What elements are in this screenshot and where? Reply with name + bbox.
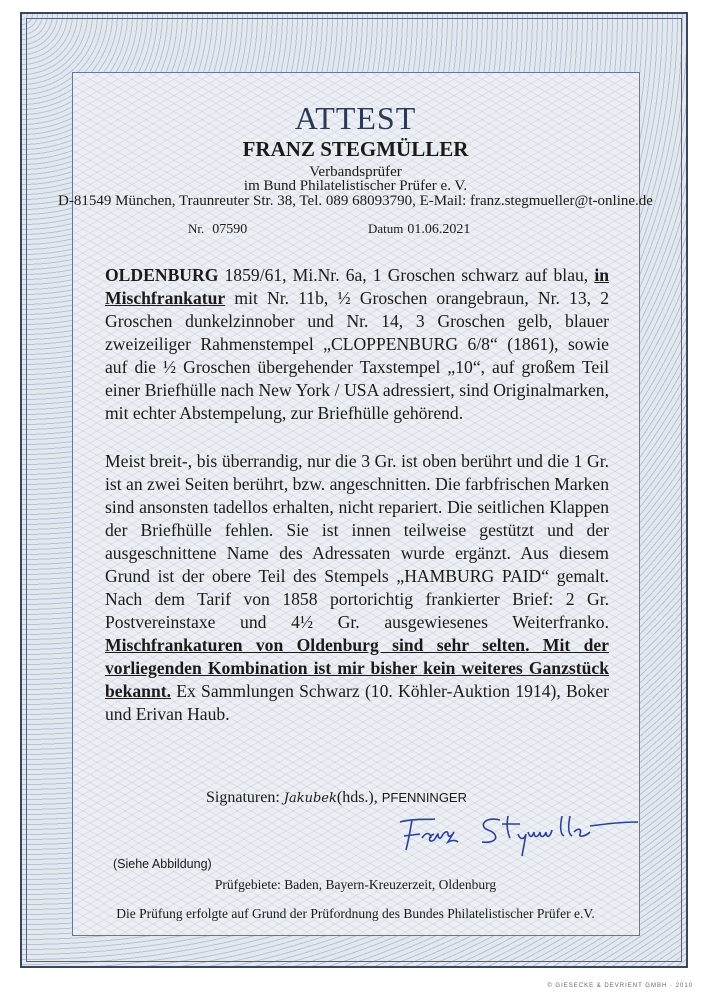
certificate-number — [188, 221, 247, 238]
condition-paragraph — [105, 450, 609, 726]
examination-rules-note: Die Prüfung erfolgte auf Grund der Prüfordnung des Bundes Philatelistischer Prüfer e.V. — [116, 906, 595, 921]
text-segment: Meist breit-, bis überrandig, nur die 3 Gr. ist oben berührt und die 1 Gr. ist an zwei Seiten berührt, bzw. angeschnitten. Die farbfrischen Marken sind ansonsten tadellos erhalten, nicht repariert. Die seitlichen Klappen der Briefhülle fehlen. Sie ist innen teilweise gestützt und der ausgeschnittene Name des Adressaten wurde ergänzt. Aus diesem Grund ist der obere Teil des Stempels „HAMBURG PAID“ gemalt. Nach dem Tarif von 1858 portorichtig frankierter Brief: 2 Gr. Postvereinstaxe und 4½ Gr. ausgewiesenes Weiterfranko. — [105, 451, 610, 632]
examination-areas: Prüfgebiete: Baden, Bayern-Kreuzerzeit, Oldenburg — [214, 877, 497, 892]
hds-note: (hds.), — [336, 789, 378, 806]
see-illustration-note: (Siehe Abbildung) — [113, 857, 212, 871]
handwritten-signature-name: Jakubek — [283, 791, 337, 806]
signatures-line — [206, 789, 467, 807]
examiner-organization: im Bund Philatelistischer Prüfer e. V. — [243, 178, 468, 194]
nr-label: Nr. — [188, 221, 205, 236]
country-name: OLDENBURG — [105, 265, 219, 285]
description-paragraph — [105, 264, 609, 425]
emphasis-text: in Mischfrankatur — [105, 265, 609, 308]
date-label: Datum — [368, 221, 404, 236]
examiner-role: Verbandsprüfer — [309, 164, 402, 180]
text-segment: 1859/61, Mi.Nr. 6a, 1 Groschen schwarz auf blau, — [218, 265, 595, 285]
date-value: 01.06.2021 — [407, 222, 471, 237]
examiner-address: D-81549 München, Traunreuter Str. 38, Tel. 089 68093790, E-Mail: franz.stegmueller@t-online.de — [58, 193, 653, 209]
printer-copyright: © GIESECKE & DEVRIENT GMBH · 2010 — [547, 983, 693, 989]
emphasis-text: Mischfrankaturen von Oldenburg sind sehr selten. Mit der vorliegenden Kombination ist mir bisher kein weiteres Ganzstück bekannt. — [105, 635, 609, 701]
certificate-date — [368, 221, 470, 238]
examiner-signature — [390, 812, 640, 862]
text-segment: Ex Sammlungen Schwarz (10. Köhler-Auktion 1914), Boker und Erivan Haub. — [105, 681, 609, 724]
text-segment: mit Nr. 11b, ½ Groschen orangebraun, Nr. 13, 2 Groschen dunkelzinnober und Nr. 14, 3 Groschen gelb, blauer zweizeiliger Rahmenstempel „CLOPPENBURG 6/8“ (1861), sowie auf die ½ Groschen übergehender Taxstempel „10“, auf großem Teil einer Briefhülle nach New York / USA adressiert, sind Originalmarken, mit echter Abstempelung, zur Briefhülle gehörend. — [105, 288, 609, 423]
attest-title: ATTEST — [294, 100, 417, 136]
signature-name: PFENNINGER — [381, 790, 467, 805]
examiner-name: FRANZ STEGMÜLLER — [242, 137, 469, 161]
signatures-label: Signaturen: — [206, 789, 280, 806]
nr-value: 07590 — [212, 222, 248, 237]
